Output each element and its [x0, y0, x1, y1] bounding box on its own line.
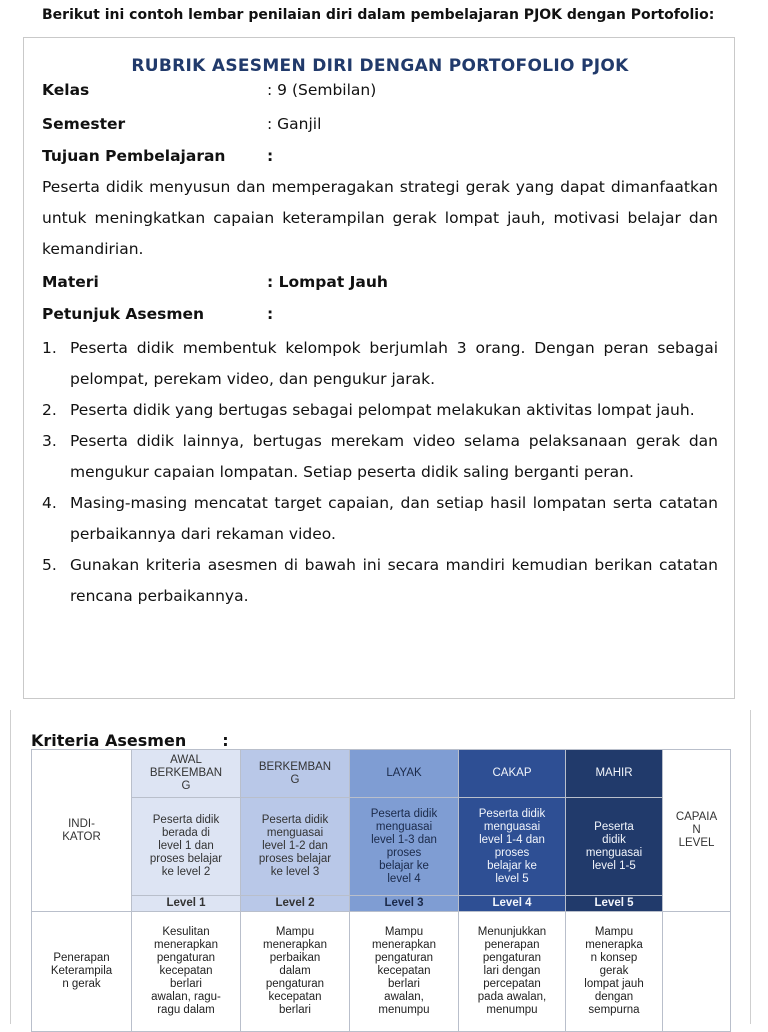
level-desc-cell: Peserta didik menguasai level 1-2 dan proses belajar ke level 3: [241, 798, 350, 896]
step-number: 2.: [42, 401, 57, 419]
kriteria-heading: [31, 731, 229, 750]
level-name-cell: MAHIR: [566, 750, 663, 798]
level-desc-cell: Peserta didik menguasai level 1-5: [566, 798, 663, 896]
step-number: 5.: [42, 556, 57, 574]
level-number-cell: Level 5: [566, 896, 663, 912]
capaian-cell[interactable]: [663, 912, 731, 1032]
tujuan-text: Peserta didik menyusun dan memperagakan strategi gerak yang dapat dimanfaatkan untuk meningkatkan capaian keterampilan gerak lompat jauh, motivasi belajar dan kemandirian.: [42, 178, 718, 258]
step-item: [42, 426, 718, 488]
level-desc-cell: Peserta didik menguasai level 1-4 dan proses belajar ke level 5: [459, 798, 566, 896]
step-text: Peserta didik membentuk kelompok berjumlah 3 orang. Dengan peran sebagai pelompat, perekam video, dan pengukur jarak.: [70, 339, 718, 388]
step-item: [42, 550, 718, 612]
petunjuk-colon: :: [267, 305, 274, 323]
level-desc-row: [32, 798, 731, 896]
capaian-header: CAPAIA N LEVEL: [663, 750, 731, 912]
step-text: Gunakan kriteria asesmen di bawah ini secara mandiri kemudian berikan catatan rencana perbaikannya.: [70, 556, 718, 605]
lower-section-border-right: [750, 710, 751, 1024]
criteria-cell: Mampu menerapka n konsep gerak lompat jauh dengan sempurna: [566, 912, 663, 1032]
materi-label: Materi: [42, 273, 99, 291]
step-number: 4.: [42, 494, 57, 512]
step-item: [42, 333, 718, 395]
kelas-label: Kelas: [42, 81, 90, 99]
criteria-table: [31, 749, 731, 1032]
level-name-row: [32, 750, 731, 798]
intro-text: Berikut ini contoh lembar penilaian diri dalam pembelajaran PJOK dengan Portofolio:: [42, 7, 715, 23]
criteria-cell: Mampu menerapkan pengaturan kecepatan berlari awalan, menumpu: [350, 912, 459, 1032]
level-number-cell: Level 2: [241, 896, 350, 912]
step-text: Peserta didik lainnya, bertugas merekam video selama pelaksanaan gerak dan mengukur capaian lompatan. Setiap peserta didik saling berganti peran.: [70, 432, 718, 481]
rubric-title: RUBRIK ASESMEN DIRI DENGAN PORTOFOLIO PJOK: [131, 56, 629, 76]
semester-label: Semester: [42, 115, 126, 133]
kelas-value: : 9 (Sembilan): [267, 81, 377, 99]
indikator-header: INDI- KATOR: [32, 750, 132, 912]
petunjuk-steps: [42, 333, 718, 612]
tujuan-label: Tujuan Pembelajaran: [42, 147, 226, 165]
lower-section-border-left: [10, 710, 11, 1024]
level-name-cell: AWAL BERKEMBAN G: [132, 750, 241, 798]
level-number-cell: Level 3: [350, 896, 459, 912]
level-name-cell: BERKEMBAN G: [241, 750, 350, 798]
level-name-cell: CAKAP: [459, 750, 566, 798]
step-item: [42, 488, 718, 550]
materi-value: : Lompat Jauh: [267, 273, 388, 291]
step-number: 3.: [42, 432, 57, 450]
level-number-cell: Level 1: [132, 896, 241, 912]
petunjuk-label: Petunjuk Asesmen: [42, 305, 205, 323]
criteria-cell: Kesulitan menerapkan pengaturan kecepatan berlari awalan, ragu- ragu dalam: [132, 912, 241, 1032]
table-row: [32, 912, 731, 1032]
criteria-cell: Menunjukkan penerapan pengaturan lari dengan percepatan pada awalan, menumpu: [459, 912, 566, 1032]
kriteria-label: Kriteria Asesmen: [31, 731, 187, 750]
level-desc-cell: Peserta didik menguasai level 1-3 dan proses belajar ke level 4: [350, 798, 459, 896]
step-text: Peserta didik yang bertugas sebagai pelompat melakukan aktivitas lompat jauh.: [70, 401, 695, 419]
criteria-cell: Mampu menerapkan perbaikan dalam pengaturan kecepatan berlari: [241, 912, 350, 1032]
level-number-cell: Level 4: [459, 896, 566, 912]
tujuan-colon: :: [267, 147, 274, 165]
level-name-cell: LAYAK: [350, 750, 459, 798]
level-number-row: [32, 896, 731, 912]
kriteria-colon: :: [222, 731, 229, 750]
level-desc-cell: Peserta didik berada di level 1 dan proses belajar ke level 2: [132, 798, 241, 896]
step-number: 1.: [42, 339, 57, 357]
step-item: [42, 395, 718, 426]
indikator-cell: Penerapan Keterampila n gerak: [32, 912, 132, 1032]
semester-value: : Ganjil: [267, 115, 322, 133]
step-text: Masing-masing mencatat target capaian, dan setiap hasil lompatan serta catatan perbaikannya dari rekaman video.: [70, 494, 718, 543]
